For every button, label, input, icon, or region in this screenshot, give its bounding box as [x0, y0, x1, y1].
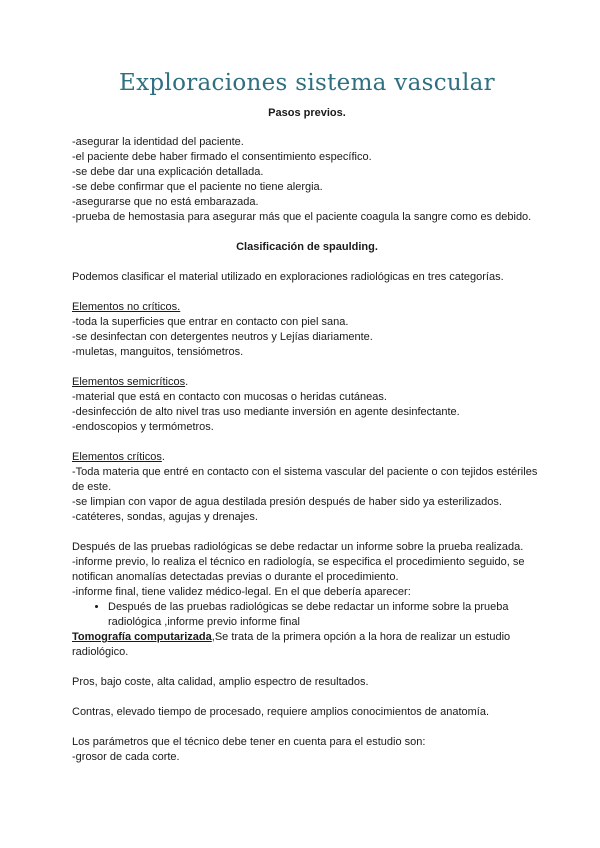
criticos-title-suffix: .	[161, 451, 165, 463]
document-page	[72, 70, 542, 765]
pasos-previos-heading: Pasos previos.	[268, 107, 346, 119]
grosor-line: -grosor de cada corte.	[72, 751, 180, 763]
spacer	[72, 285, 542, 300]
no-criticos-title-text: Elementos no críticos.	[72, 301, 181, 313]
criticos-title-text: Elementos críticos	[72, 451, 162, 463]
semicriticos-title-text: Elementos semicríticos	[72, 376, 186, 388]
informe-previo: -informe previo, lo realiza el técnico en radiología, se especifica el procedimiento seguido, se notifican anomalías detectadas previas o durante el procedimiento.	[72, 556, 525, 583]
spaulding-intro: Podemos clasificar el material utilizado en exploraciones radiológicas en tres categorías.	[72, 271, 504, 283]
list-item: -prueba de hemostasia para asegurar más que el paciente coagula la sangre como es debido.	[72, 211, 532, 223]
list-item: -se debe dar una explicación detallada.	[72, 166, 264, 178]
list-item: -se desinfectan con detergentes neutros y Lejías diariamente.	[72, 331, 373, 343]
spacer	[72, 525, 542, 540]
criticos-title	[72, 450, 542, 465]
spacer	[72, 720, 542, 735]
list-item: -desinfección de alto nivel tras uso mediante inversión en agente desinfectante.	[72, 406, 460, 418]
contras-line: Contras, elevado tiempo de procesado, requiere amplios conocimientos de anatomía.	[72, 706, 490, 718]
spacer	[72, 435, 542, 450]
list-item: -se debe confirmar que el paciente no tiene alergia.	[72, 181, 323, 193]
bullet-item: • Después de las pruebas radiológicas se debe redactar un informe sobre la prueba radiológica ,informe previo informe final	[108, 600, 542, 630]
list-item: -se limpian con vapor de agua destilada presión después de haber sido ya esterilizados.	[72, 496, 502, 508]
tomografia-paragraph	[72, 630, 542, 660]
tomografia-text: ,Se trata de la primera opción a la hora de realizar un estudio radiológico.	[72, 631, 511, 658]
document-title: Exploraciones sistema vascular	[119, 70, 495, 96]
spaulding-heading: Clasificación de spaulding.	[236, 241, 378, 253]
informe-intro: Después de las pruebas radiológicas se debe redactar un informe sobre la prueba realizada.	[72, 541, 524, 553]
pros-line: Pros, bajo coste, alta calidad, amplio espectro de resultados.	[72, 676, 369, 688]
pasos-previos-list	[72, 135, 542, 225]
semicriticos-title-suffix: .	[185, 376, 189, 388]
spacer	[72, 360, 542, 375]
parametros-line: Los parámetros que el técnico debe tener en cuenta para el estudio son:	[72, 736, 426, 748]
spacer	[72, 255, 542, 270]
informe-bullet-list	[72, 600, 542, 630]
list-item: -material que está en contacto con mucosas o heridas cutáneas.	[72, 391, 387, 403]
list-item: -asegurar la identidad del paciente.	[72, 136, 244, 148]
list-item: -muletas, manguitos, tensiómetros.	[72, 346, 244, 358]
list-item: -catéteres, sondas, agujas y drenajes.	[72, 511, 258, 523]
list-item: -toda la superficies que entrar en contacto con piel sana.	[72, 316, 349, 328]
list-item: -asegurarse que no está embarazada.	[72, 196, 259, 208]
list-item: -Toda materia que entré en contacto con el sistema vascular del paciente o con tejidos estériles de este.	[72, 466, 538, 493]
informe-final: -informe final, tiene validez médico-legal. En el que debería aparecer:	[72, 586, 411, 598]
spacer	[72, 660, 542, 675]
spacer	[72, 121, 542, 135]
no-criticos-title	[72, 300, 542, 315]
tomografia-label: Tomografía computarizada	[72, 631, 212, 643]
spacer	[72, 225, 542, 240]
list-item: -endoscopios y termómetros.	[72, 421, 214, 433]
semicriticos-title	[72, 375, 542, 390]
list-item: -el paciente debe haber firmado el consentimiento específico.	[72, 151, 372, 163]
spacer	[72, 690, 542, 705]
